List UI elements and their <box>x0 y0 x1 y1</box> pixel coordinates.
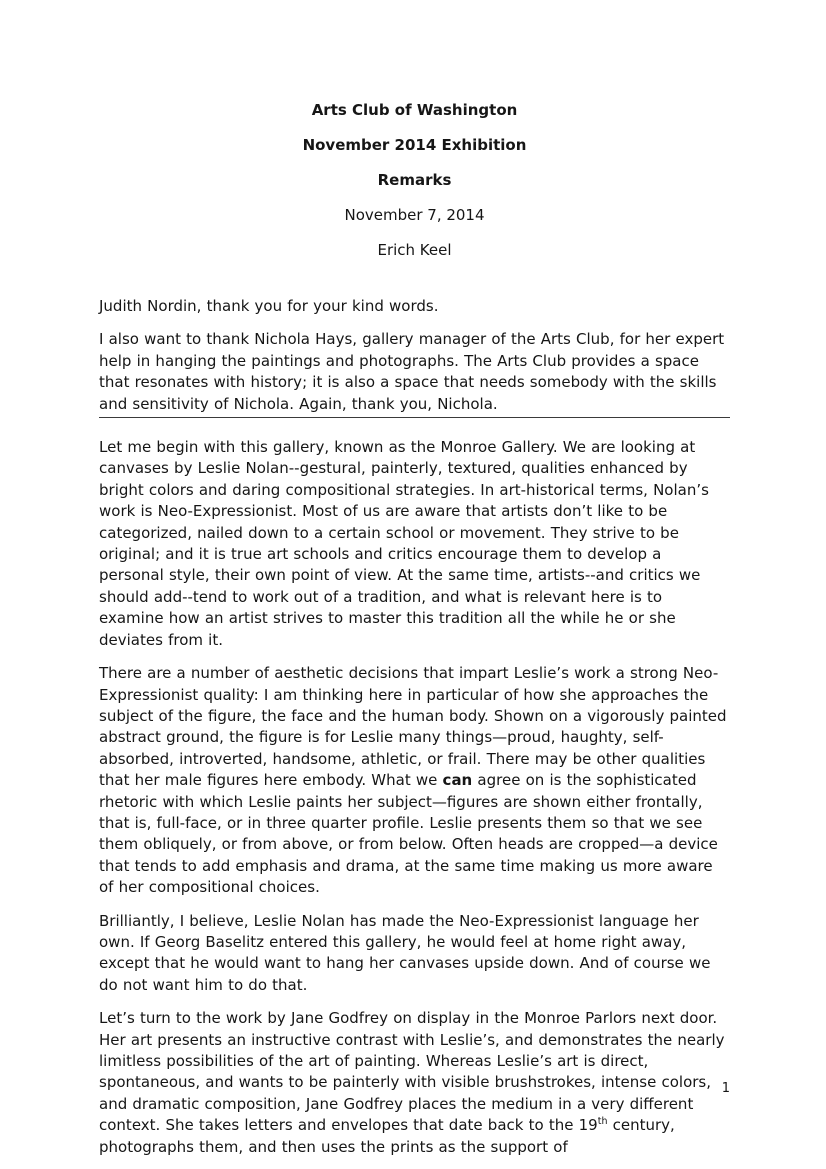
doc-date: November 7, 2014 <box>344 206 485 224</box>
doc-title: Arts Club of Washington <box>311 101 518 119</box>
doc-subtitle-exhibition: November 2014 Exhibition <box>302 136 527 154</box>
text-run: agree on is the sophisticated rhetoric with which Leslie paints her subject—figures are shown either frontally, that is, full-face, or in three quarter profile. Leslie presents them so that we see them obliquely, or from above, or from below. Often heads are cropped—a device that tends to add emphasis and drama, at the same time making us more aware of her compositional choices. <box>99 771 718 897</box>
text-run: I also want to thank Nichola Hays, gallery manager of the Arts Club, for her expert help in hanging the paintings and photographs. The Arts Club provides a space that resonates with history; it is also a space that needs somebody with the skills and sensitivity of Nichola. Again, thank you, Nichola. <box>99 330 725 413</box>
paragraph <box>99 329 730 418</box>
paragraph <box>99 663 730 898</box>
text-run: Brilliantly, I believe, Leslie Nolan has made the Neo-Expressionist language her own. If Georg Baselitz entered this gallery, he would feel at home right away, except that he would want to hang her canvases upside down. And of course we do not want him to do that. <box>99 911 711 994</box>
text-run: Let me begin with this gallery, known as the Monroe Gallery. We are looking at canvases by Leslie Nolan--gestural, painterly, textured, qualities enhanced by bright colors and daring compositional strategies. In art-historical terms, Nolan’s work is Neo-Expressionist. Most of us are aware that artists don’t like to be categorized, nailed down to a certain school or movement. They strive to be original; and it is true art schools and critics encourage them to develop a personal style, their own point of view. At the same time, artists--and critics we should add--tend to work out of a tradition, and what is relevant here is to examine how an artist strives to master this tradition all the while he or she deviates from it. <box>99 438 709 649</box>
page-footer <box>99 1081 730 1097</box>
paragraph <box>99 437 730 651</box>
paragraph <box>99 911 730 997</box>
paragraph <box>99 296 730 317</box>
page-number: 1 <box>721 1081 730 1096</box>
doc-heading-remarks: Remarks <box>377 171 452 189</box>
superscript-run: th <box>597 1116 608 1128</box>
text-run: century, photographs them, and then uses the prints as the support of <box>99 1116 675 1156</box>
text-run: Judith Nordin, thank you for your kind words. <box>99 297 439 315</box>
text-run: Let’s turn to the work by Jane Godfrey on display in the Monroe Parlors next door. Her art presents an instructive contrast with Leslie’s, and demonstrates the nearly limitless possibilities of the art of painting. Whereas Leslie’s art is direct, spontaneous, and wants to be painterly with visible brushstrokes, intense colors, and dramatic composition, Jane Godfrey places the medium in a very different context. She takes letters and envelopes that date back to the 19 <box>99 1009 725 1135</box>
document-body <box>99 296 730 1158</box>
doc-author: Erich Keel <box>377 241 452 259</box>
document-header <box>99 100 730 261</box>
bold-run: can <box>442 771 473 790</box>
text-run: There are a number of aesthetic decisions that impart Leslie’s work a strong Neo-Expressionist quality: I am thinking here in particular of how she approaches the subject of the figure, the face and the human body. Shown on a vigorously painted abstract ground, the figure is for Leslie many things—proud, haughty, self-absorbed, introverted, handsome, athletic, or frail. There may be other qualities that her male figures here embody. What we <box>99 664 727 790</box>
